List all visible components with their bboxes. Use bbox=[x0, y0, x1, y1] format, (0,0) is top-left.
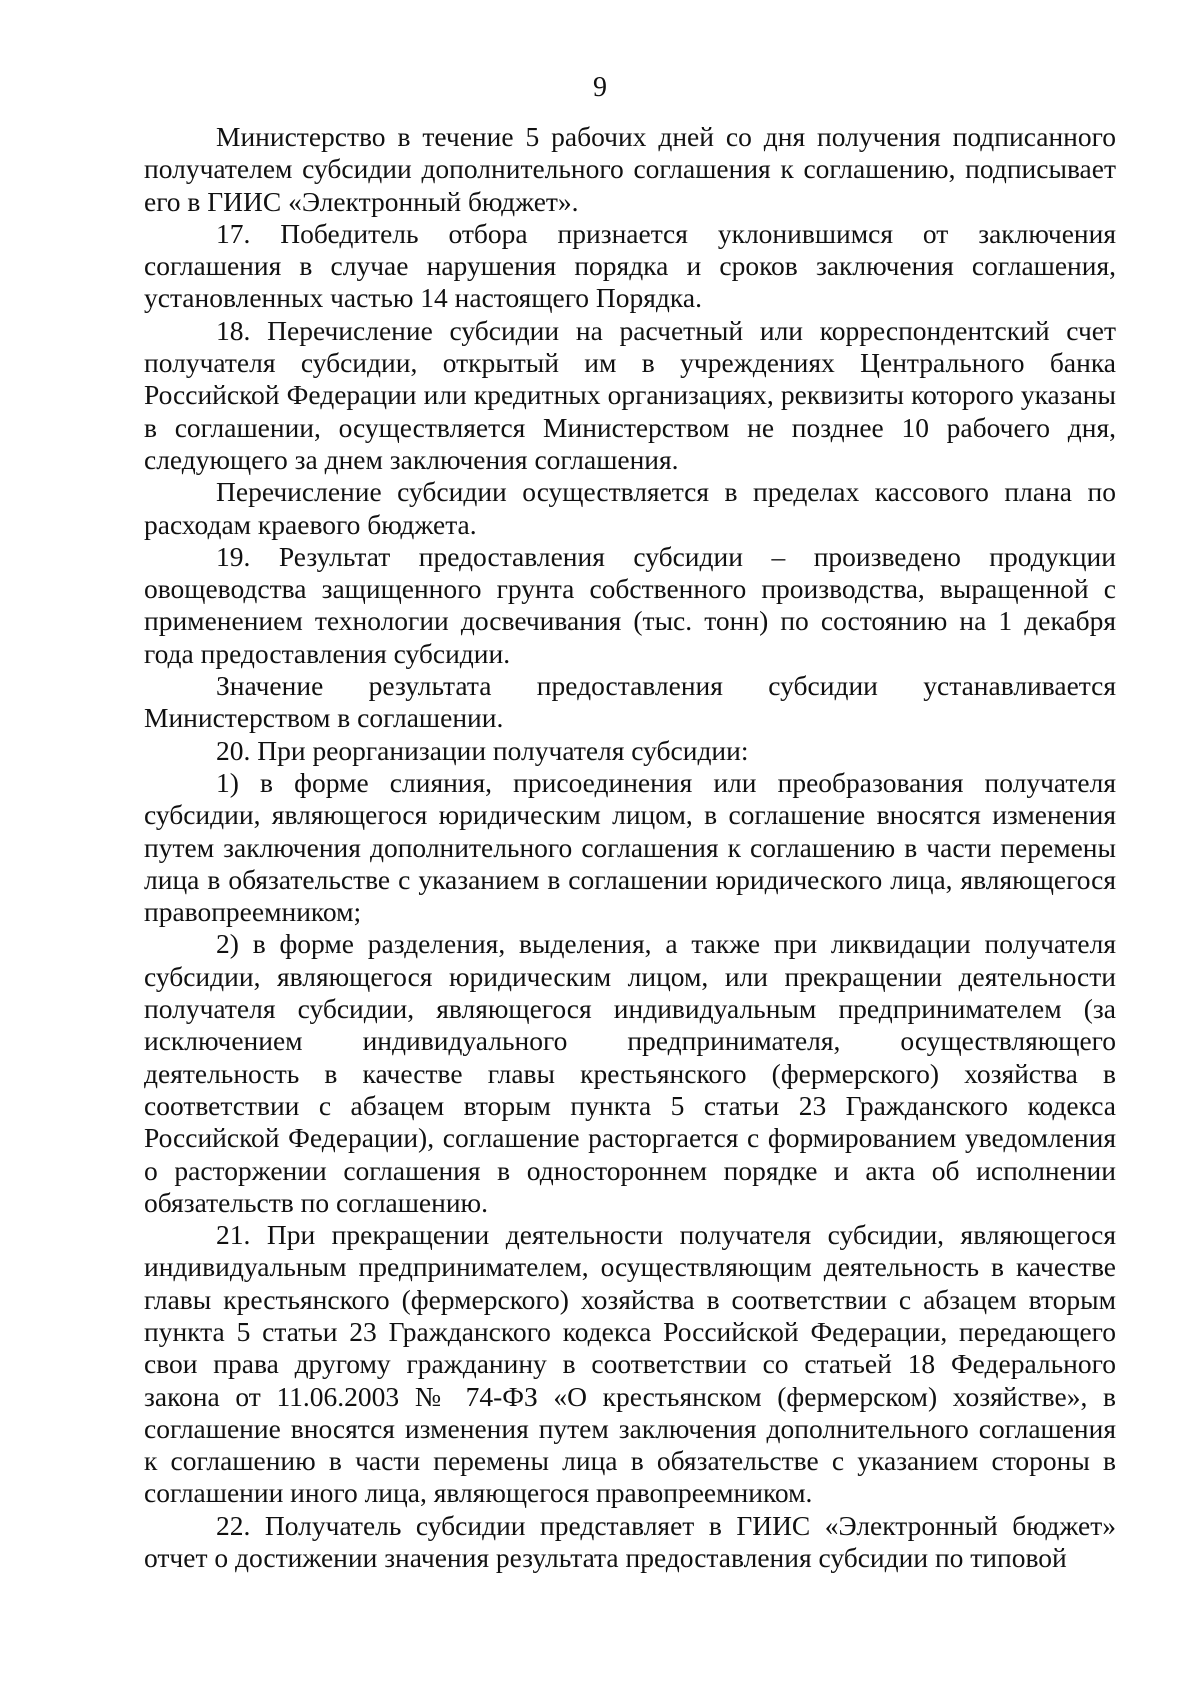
paragraph-transfer-limits: Перечисление субсидии осуществляется в пределах кассового плана по расходам краевого бюджета. bbox=[144, 476, 1116, 540]
paragraph-20-item-2: 2) в форме разделения, выделения, а также при ликвидации получателя субсидии, являющегося юридическим лицом, или прекращении деятельности получателя субсидии, являющегося индивидуальным предпринимателем (за исключением индивидуального предпринимателя, осуществляющего деятельность в качестве главы крестьянского (фермерского) хозяйства в соответствии с абзацем вторым пункта 5 статьи 23 Гражданского кодекса Российской Федерации), соглашение расторгается с формированием уведомления о расторжении соглашения в одностороннем порядке и акта об исполнении обязательств по соглашению. bbox=[144, 928, 1116, 1218]
paragraph-20: 20. При реорганизации получателя субсидии: bbox=[216, 734, 749, 766]
paragraph-18: 18. Перечисление субсидии на расчетный или корреспондентский счет получателя субсидии, открытый им в учреждениях Центрального банка Российской Федерации или кредитных организациях, реквизиты которого указаны в соглашении, осуществляется Министерством не позднее 10 рабочего дня, следующего за днем заключения соглашения. bbox=[144, 314, 1116, 475]
paragraph-20-item-1: 1) в форме слияния, присоединения или преобразования получателя субсидии, являющегося юридическим лицом, в соглашение вносятся изменения путем заключения дополнительного соглашения к соглашению в части перемены лица в обязательстве с указанием в соглашении юридического лица, являющегося правопреемником; bbox=[144, 766, 1116, 928]
paragraph-17: 17. Победитель отбора признается уклонившимся от заключения соглашения в случае нарушения порядка и сроков заключения соглашения, установленных частью 14 настоящего Порядка. bbox=[144, 217, 1116, 314]
paragraph-19: 19. Результат предоставления субсидии – произведено продукции овощеводства защищенного грунта собственного производства, выращенной с применением технологии досвечивания (тыс. тонн) по состоянию на 1 декабря года предоставления субсидии. bbox=[144, 540, 1116, 669]
document-body bbox=[144, 121, 1116, 1574]
paragraph-21: 21. При прекращении деятельности получателя субсидии, являющегося индивидуальным предпринимателем, осуществляющим деятельность в качестве главы крестьянского (фермерского) хозяйства в соответствии с абзацем вторым пункта 5 статьи 23 Гражданского кодекса Российской Федерации, передающего свои права другому гражданину в соответствии со статьей 18 Федерального закона от 11.06.2003 № 74-ФЗ «О крестьянском (фермерском) хозяйстве», в соглашение вносятся изменения путем заключения дополнительного соглашения к соглашению в части перемены лица в обязательстве с указанием стороны в соглашении иного лица, являющегося правопреемником. bbox=[144, 1219, 1116, 1509]
page-number: 9 bbox=[593, 72, 607, 103]
paragraph-result-value: Значение результата предоставления субсидии устанавливается Министерством в соглашении. bbox=[144, 670, 1116, 734]
paragraph-22: 22. Получатель субсидии представляет в ГИИС «Электронный бюджет» отчет о достижении значения результата предоставления субсидии по типовой bbox=[144, 1509, 1116, 1574]
paragraph-ministry-signing: Министерство в течение 5 рабочих дней со дня получения подписанного получателем субсидии дополнительного соглашения к соглашению, подписывает его в ГИИС «Электронный бюджет». bbox=[144, 121, 1116, 217]
